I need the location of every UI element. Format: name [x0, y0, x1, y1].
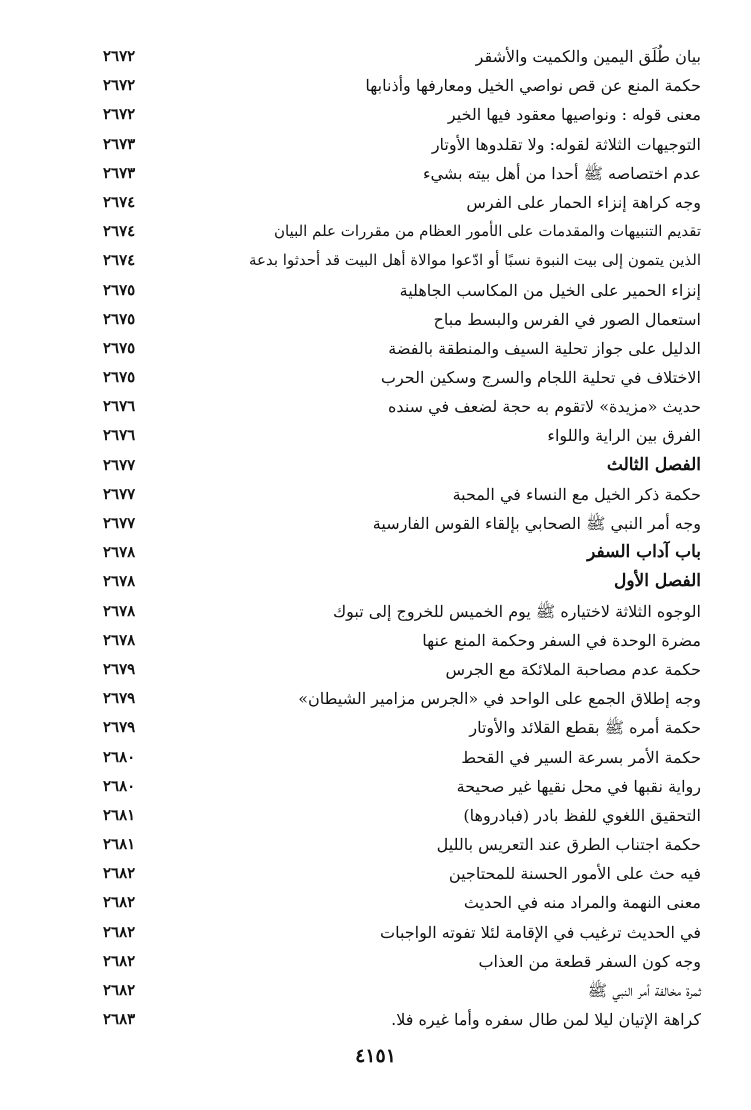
entry-title: الفرق بين الراية واللواء — [547, 426, 701, 446]
index-entry — [0, 363, 751, 392]
entry-title: حكمة الأمر بسرعة السير في القحط — [461, 747, 701, 767]
entry-page-number: ٢٦٨٢ — [103, 922, 136, 941]
entry-page-number: ٢٦٧٢ — [103, 105, 136, 124]
entry-title: التحقيق اللغوي للفظ بادر (فبادروها) — [463, 805, 701, 825]
index-entry — [0, 334, 751, 363]
entry-title: حكمة اجتناب الطرق عند التعريس بالليل — [436, 835, 701, 855]
entry-page-number: ٢٦٧٥ — [103, 280, 136, 299]
entry-page-number: ٢٦٧٧ — [103, 455, 136, 474]
index-entry — [0, 100, 751, 129]
entry-page-number: ٢٦٨١ — [103, 835, 136, 854]
entry-title: عدم اختصاصه ﷺ أحدا من أهل بيته بشيء — [422, 163, 701, 183]
index-entry — [0, 246, 751, 275]
index-entry — [0, 217, 751, 246]
entry-page-number: ٢٦٧٩ — [103, 718, 136, 737]
index-entry — [0, 626, 751, 655]
entry-page-number: ٢٦٧٤ — [103, 222, 136, 241]
entry-page-number: ٢٦٨٢ — [103, 893, 136, 912]
entry-title: فيه حث على الأمور الحسنة للمحتاجين — [448, 864, 701, 884]
index-entry — [0, 159, 751, 188]
entry-page-number: ٢٦٧٩ — [103, 689, 136, 708]
index-entry — [0, 597, 751, 626]
index-entry — [0, 421, 751, 450]
index-entry — [0, 713, 751, 742]
section-heading: باب آداب السفر — [587, 542, 701, 563]
index-entry — [0, 188, 751, 217]
index-entry — [0, 305, 751, 334]
index-entry — [0, 1005, 751, 1034]
section-heading: الفصل الأول — [613, 571, 701, 592]
entry-page-number: ٢٦٧٣ — [103, 163, 136, 182]
entry-page-number: ٢٦٧٥ — [103, 338, 136, 357]
index-entry — [0, 451, 751, 480]
entry-page-number: ٢٦٧٢ — [103, 76, 136, 95]
entry-page-number: ٢٦٧٩ — [103, 659, 136, 678]
entry-page-number: ٢٦٧٤ — [103, 251, 136, 270]
entry-page-number: ٢٦٧٥ — [103, 309, 136, 328]
index-entry — [0, 772, 751, 801]
entry-title: وجه كراهة إنزاء الحمار على الفرس — [466, 192, 701, 212]
entry-title: الاختلاف في تحلية اللجام والسرج وسكين الحرب — [380, 368, 701, 388]
index-entry — [0, 743, 751, 772]
entry-title: وجه إطلاق الجمع على الواحد في «الجرس مزامير الشيطان» — [298, 689, 701, 709]
index-entry — [0, 801, 751, 830]
entry-title: تقديم التنبيهات والمقدمات على الأمور العظام من مقررات علم البيان — [273, 222, 701, 241]
entry-page-number: ٢٦٧٣ — [103, 134, 136, 153]
entry-page-number: ٢٦٧٧ — [103, 484, 136, 503]
entry-title: حديث «مزيدة» لاتقوم به حجة لضعف في سنده — [388, 397, 701, 417]
entry-title: وجه أمر النبي ﷺ الصحابي بإلقاء القوس الفارسية — [372, 514, 701, 533]
index-entry — [0, 830, 751, 859]
entry-title: رواية نقبها في محل نقيها غير صحيحة — [456, 776, 701, 796]
entry-title: في الحديث ترغيب في الإقامة لئلا تفوته الواجبات — [380, 922, 701, 942]
entry-title: إنزاء الحمير على الخيل من المكاسب الجاهلية — [399, 280, 701, 300]
index-entry — [0, 509, 751, 538]
index-entry — [0, 567, 751, 596]
index-entry — [0, 888, 751, 917]
entry-title: بيان طُلَق اليمين والكميت والأشقر — [475, 47, 701, 66]
index-entry — [0, 918, 751, 947]
page-number: ٤١٥١ — [355, 1045, 396, 1067]
entry-title: حكمة المنع عن قص نواصي الخيل ومعارفها وأذنابها — [365, 76, 701, 96]
entry-title: مضرة الوحدة في السفر وحكمة المنع عنها — [422, 630, 701, 650]
entry-title: حكمة عدم مصاحبة الملائكة مع الجرس — [445, 659, 701, 679]
entry-page-number: ٢٦٧٨ — [103, 601, 136, 620]
index-list — [0, 42, 751, 1034]
entry-page-number: ٢٦٧٧ — [103, 514, 136, 532]
index-entry — [0, 538, 751, 567]
index-entry — [0, 480, 751, 509]
entry-page-number: ٢٦٧٢ — [103, 47, 136, 65]
entry-title: ثمرة مخالفة أمر النبي ﷺ — [587, 981, 701, 1000]
entry-page-number: ٢٦٧٨ — [103, 630, 136, 649]
entry-page-number: ٢٦٨٢ — [103, 951, 136, 970]
entry-page-number: ٢٦٧٦ — [103, 397, 136, 416]
entry-page-number: ٢٦٧٨ — [103, 543, 136, 562]
index-entry — [0, 276, 751, 305]
entry-page-number: ٢٦٨١ — [103, 805, 136, 824]
section-heading: الفصل الثالث — [606, 454, 701, 475]
entry-title: حكمة ذكر الخيل مع النساء في المحبة — [452, 484, 701, 504]
entry-page-number: ٢٦٨٣ — [103, 1010, 136, 1029]
entry-page-number: ٢٦٧٨ — [103, 572, 136, 591]
entry-page-number: ٢٦٨٠ — [103, 747, 136, 766]
entry-page-number: ٢٦٧٤ — [103, 192, 136, 211]
index-entry — [0, 947, 751, 976]
entry-title: حكمة أمره ﷺ بقطع القلائد والأوتار — [469, 718, 701, 738]
index-entry — [0, 655, 751, 684]
index-entry — [0, 71, 751, 100]
entry-title: التوجيهات الثلاثة لقوله: ولا تقلدوها الأوتار — [431, 134, 701, 154]
entry-title: معنى قوله : ونواصيها معقود فيها الخير — [447, 105, 701, 125]
index-entry — [0, 130, 751, 159]
entry-page-number: ٢٦٨٠ — [103, 776, 136, 795]
entry-title: الدليل على جواز تحلية السيف والمنطقة بالفضة — [388, 338, 701, 358]
entry-title: معنى النهمة والمراد منه في الحديث — [463, 893, 701, 913]
index-entry — [0, 684, 751, 713]
entry-page-number: ٢٦٨٢ — [103, 864, 136, 883]
entry-title: وجه كون السفر قطعة من العذاب — [478, 951, 701, 971]
index-entry — [0, 859, 751, 888]
entry-title: استعمال الصور في الفرس والبسط مباح — [433, 309, 701, 329]
index-entry — [0, 392, 751, 421]
entry-page-number: ٢٦٧٦ — [103, 426, 136, 445]
index-entry — [0, 42, 751, 71]
entry-title: الوجوه الثلاثة لاختياره ﷺ يوم الخميس للخروج إلى تبوك — [332, 601, 701, 621]
entry-title: الذين يتمون إلى بيت النبوة نسبًا أو ادّعوا موالاة أهل البيت قد أحدثوا بدعة — [249, 251, 701, 270]
entry-title: كراهة الإتيان ليلا لمن طال سفره وأما غيره فلا. — [391, 1010, 701, 1030]
entry-page-number: ٢٦٧٥ — [103, 368, 136, 387]
entry-page-number: ٢٦٨٢ — [103, 981, 136, 999]
index-entry — [0, 976, 751, 1005]
